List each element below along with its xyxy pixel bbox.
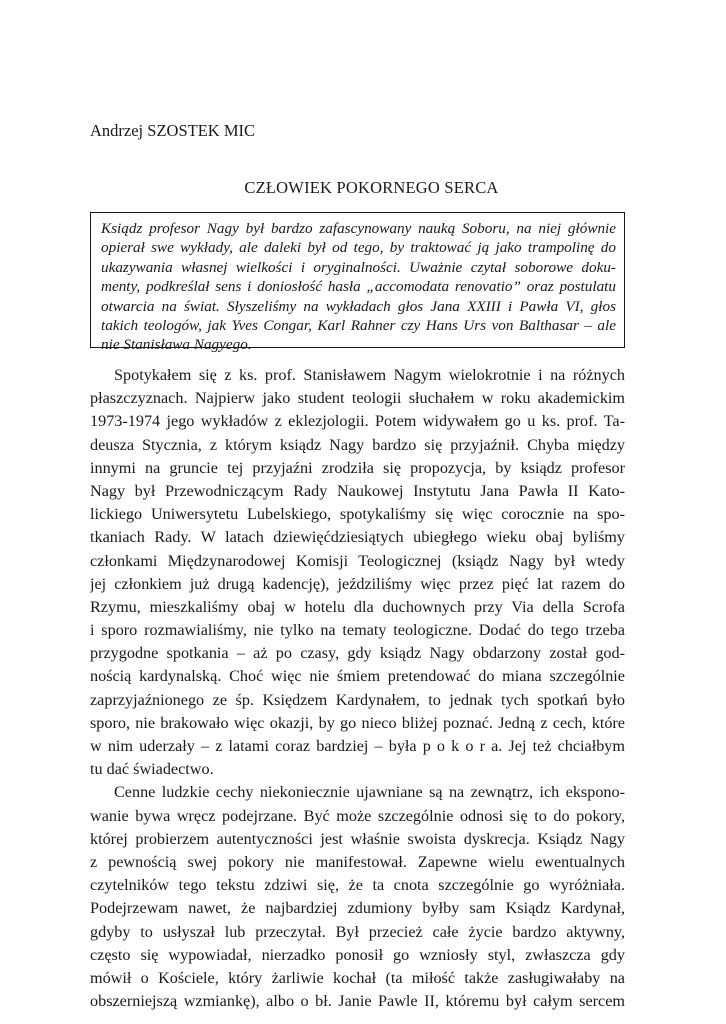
body-line: 1973-1974 jego wykładów z eklezjologii. Potem widywałem go u ks. prof. Ta- bbox=[90, 412, 625, 431]
abstract-line: nie Stanisława Nagyego. bbox=[101, 336, 252, 354]
body-line: Spotykałem się z ks. prof. Stanisławem Nagym wielokrotnie i na różnych bbox=[114, 366, 625, 384]
body-line: sporo, nie brakowało więc okazji, by go nieco bliżej poznać. Jedną z cech, które bbox=[90, 713, 625, 732]
abstract-line: Ksiądz profesor Nagy był bardzo zafascynowany nauką Soboru, na niej głównie bbox=[101, 220, 616, 237]
body-line: lickiego Uniwersytetu Lubelskiego, spotykaliśmy się więc corocznie na spo- bbox=[90, 505, 625, 524]
body-text bbox=[90, 364, 625, 1013]
body-line: tu dać świadectwo. bbox=[90, 760, 214, 779]
body-line: płaszczyznach. Najpierw jako student teologii słuchałem w roku akademickim bbox=[90, 389, 625, 408]
abstract-line: menty, podkreślał sens i doniosłość hasła „accomodata renovatio” oraz postulatu bbox=[101, 278, 616, 296]
body-line: zaprzyjaźnionego ze śp. Księdzem Kardynałem, to jednak tych spotkań było bbox=[90, 690, 625, 709]
body-line: jej członkiem już drugą kadencję), jeździliśmy więc przez pięć lat razem do bbox=[90, 574, 625, 593]
body-line: nością kardynalską. Choć więc nie śmiem pretendować do miana szczególnie bbox=[90, 667, 625, 686]
abstract-line: otwarcia na świat. Słyszeliśmy na wykładach głos Jana XXIII i Pawła VI, głos bbox=[101, 297, 616, 315]
body-line: gdyby to usłyszał lub przeczytał. Był przecież całe życie bardzo aktywny, bbox=[90, 922, 625, 941]
body-line: której probierzem autentyczności jest właśnie swoista dyskrecja. Ksiądz Nagy bbox=[90, 829, 625, 848]
body-line: wanie bywa wręcz podejrzane. Być może szczególnie odnosi się to do pokory, bbox=[90, 806, 625, 825]
body-line: Podejrzewam nawet, że najbardziej zdumiony byłby sam Ksiądz Kardynał, bbox=[90, 899, 625, 918]
body-line: Nagy był Przewodniczącym Rady Naukowej Instytutu Jana Pawła II Kato- bbox=[90, 481, 625, 500]
body-line: czytelników tego tekstu zdziwi się, że ta cnota szczególnie go wyróżniała. bbox=[90, 876, 625, 895]
body-line: mówił o Kościele, który żarliwie kochał (ta miłość także zasługiwałaby na bbox=[90, 968, 625, 987]
abstract-line: ukazywania własnej wielkości i oryginalności. Uważnie czytał soborowe doku- bbox=[101, 258, 616, 276]
body-line: innymi na gruncie tej przyjaźni zrodziła się propozycja, by ksiądz profesor bbox=[90, 458, 625, 477]
body-line: w nim uderzały – z latami coraz bardziej – była p o k o r a. Jej też chciałbym bbox=[90, 737, 625, 755]
body-line: obszerniejszą wzmiankę), albo o bł. Janie Pawle II, któremu był całym sercem bbox=[90, 992, 625, 1011]
body-line: z pewnością swej pokory nie manifestował. Zapewne wielu ewentualnych bbox=[90, 852, 625, 871]
abstract-line: takich teologów, jak Yves Congar, Karl Rahner czy Hans Urs von Balthasar – ale bbox=[101, 316, 616, 334]
abstract-box bbox=[90, 212, 625, 354]
body-line: członkami Międzynarodowej Komisji Teologicznej (ksiądz Nagy był wtedy bbox=[90, 551, 625, 570]
body-line: przygodne spotkania – aż po czasy, gdy ksiądz Nagy obdarzony został god- bbox=[90, 644, 625, 663]
abstract-line: opierał swe wykłady, ale daleki był od tego, by traktować ją jako trampolinę do bbox=[101, 239, 616, 257]
article-title: CZŁOWIEK POKORNEGO SERCA bbox=[244, 178, 499, 197]
author-name: Andrzej SZOSTEK MIC bbox=[90, 121, 255, 140]
body-line: i sporo rozmawialiśmy, nie tylko na tematy teologiczne. Dodać do tego trzeba bbox=[90, 621, 625, 640]
body-line: Cenne ludzkie cechy niekoniecznie ujawniane są na zewnątrz, ich ekspono- bbox=[114, 783, 625, 802]
body-line: deusza Stycznia, z którym ksiądz Nagy bardzo się przyjaźnił. Chyba między bbox=[90, 435, 625, 454]
body-line: tkaniach Rady. W latach dziewięćdziesiątych ubiegłego wieku obaj byliśmy bbox=[90, 528, 625, 547]
body-line: często się wypowiadał, nierzadko ponosił go wzniosły styl, zwłaszcza gdy bbox=[90, 945, 625, 964]
body-line: Rzymu, mieszkaliśmy obaj w hotelu dla duchownych przy Via della Scrofa bbox=[90, 597, 625, 616]
